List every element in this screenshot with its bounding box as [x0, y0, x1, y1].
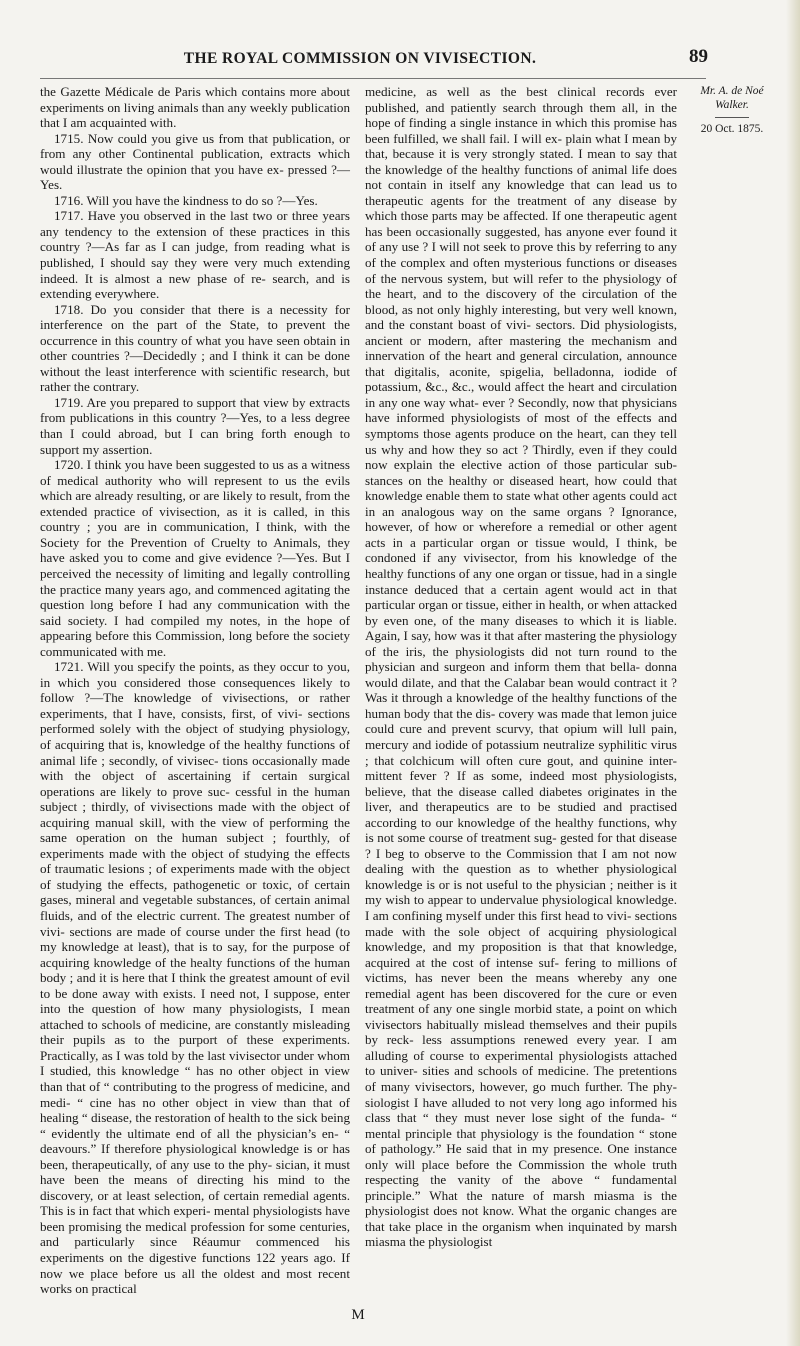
session-date: 20 Oct. 1875.: [700, 123, 764, 135]
left-column: [40, 84, 350, 1297]
witness-name: Mr. A. de Noé Walker.: [700, 85, 764, 111]
signature-mark: M: [351, 1307, 365, 1323]
paragraph: 1721. Will you specify the points, as they occur to you, in which you considered those consequences likely to follow ?—The knowledge of vivisections, or rather experiments, that I have, consists, first, of vivi- sections performed solely with the object of studying physiology, of acquiring that is, knowledge of the healthy functions of animal life ; secondly, of vivisec- tions occasionally made with the object of ascertaining if certain surgical operations are likely to prove suc- cessful in the human subject ; thirdly, of vivisections made with the object of acquiring manual skill, with the view of performing the same operation on the human subject ; fourthly, of experiments made with the object of studying the effects of traumatic lesions ; of experiments made with the object of studying the effects, pathogenetic or toxic, of certain gases, mineral and vegetable substances, of certain animal fluids, and of the electric current. The greatest number of vivi- sections are made of course under the first head (to my knowledge at least), that is to say, for the purpose of acquiring knowledge of the healty functions of the human body ; and it is here that I think the greatest amount of evil to be done away with exists. I need not, I suppose, enter into the question of how many physiologists, I mean attached to schools of medicine, are constantly misleading their pupils as to the purport of these experiments. Practically, as I was told by the last vivisector under whom I studied, this knowledge “ has no other object in view than that of “ contributing to the progress of medicine, and medi- “ cine has no other object in view than that of healing “ disease, the restoration of health to the sick being “ evidently the ultimate end of all the physician’s en- “ deavours.” If therefore physiological knowledge is or has been, therapeutically, of any use to the phy- sician, it must have been the means of directing his mind to the discovery, or at least selection, of certain remedial agents. This is in fact that which experi- mental physiologists have been promising the medical profession for some centuries, and particularly since Réaumur commenced his experiments on the digestive functions 122 years ago. If now we place before us all the oldest and most recent works on practical: [40, 659, 350, 1297]
page-header: [40, 46, 708, 76]
paragraph: 1718. Do you consider that there is a necessity for interference on the part of the State, to prevent the occurrence in this country of what you have seen obtain in other countries ?—Decidedly ; and I think it can be done without the least interference with scientific research, but rather the contrary.: [40, 301, 350, 395]
page-number: 89: [689, 46, 708, 67]
margin-divider: [715, 117, 749, 118]
paragraph: 1715. Now could you give us from that publication, or from any other Continental publication, extracts which would illustrate the opinion that you have ex- pressed ?—Yes.: [40, 130, 350, 193]
paragraph: 1716. Will you have the kindness to do so ?—Yes.: [54, 192, 318, 208]
paragraph: 1719. Are you prepared to support that view by extracts from publications in this country ?—Yes, to a less degree than I could abroad, but I can bring forth enough to support my assertion.: [40, 394, 350, 457]
right-column: [365, 84, 677, 1250]
paragraph: 1720. I think you have been suggested to us as a witness of medical authority who will represent to us the evils which are already resulting, or are likely to result, from the extended practice of vivisection, as it is called, in this country ; you are in communication, I think, with the Society for the Prevention of Cruelty to Animals, they have asked you to come and give evidence ?—Yes. But I perceived the necessity of limiting and legally controlling the practice many years ago, and commenced agitating the question long before I had any communication with the said society. I had compiled my notes, in the hope of appearing before this Commission, long before the society communicated with me.: [40, 457, 350, 659]
page-edge: [786, 0, 800, 1346]
paragraph: the Gazette Médicale de Paris which contains more about experiments on living animals than any weekly publication that I am acquainted with.: [40, 84, 350, 131]
paragraph: medicine, as well as the best clinical records ever published, and patiently search through them all, in the hope of finding a single instance in which this promise has been fulfilled, we shall fail. I will ex- plain what I mean by that, because it is very strongly stated. I mean to say that the knowledge of the healthy functions of animal life does not contain in itself any knowledge that can lead us to therapeutic agents for the treatment of any disease by which those parts may be affected. If one therapeutic agent has been occasionally suggested, has anyone ever found it of any use ? I will not seek to prove this by referring to any of the complex and often mysterious functions or diseases of the nervous system, but will refer to the physiology of the heart, and to the discovery of the circulation of the blood, as not only highly interesting, but very well known, and the constant boast of vivi- sectors. Did physiologists, ancient or modern, after mastering the mechanism and innervation of the heart and general circulation, announce that digitalis, aconite, spigelia, belladonna, iodide of potassium, &c., &c., would affect the heart and circulation in any one way what- ever ? Secondly, now that physicians have informed physiologists of most of the effects and symptoms those agents produce on the heart, can they tell us why and how they so act ? Thirdly, even if they could now explain the elective action of those particular sub- stances on the healthy or diseased heart, how could that knowledge enable them to state what other agents could act in an analogous way on the same organs ? Ignorance, however, of how or wherefore a remedial or other agent acts in a particular organ or tissue would, I think, be condoned if any vivisector, from his knowledge of the healthy functions of any one organ or tissue, had in a single instance deduced that a certain agent would act in that particular organ or tissue, either in health, or when attacked by even one, of the many diseases to which it is liable. Again, I say, how was it that after mastering the physiology of the iris, the physiologists did not turn round to the physician and surgeon and inform them that bella- donna would dilate, and that the Calabar bean would contract it ? Was it through a knowledge of the healthy functions of the human body that the dis- covery was made that lemon juice could cure and prevent scurvy, that opium will lull pain, mercury and iodide of potassium neutralize syphilitic virus ; that colchicum will often cure gout, and quinine inter- mittent fever ? If as some, indeed most physiologists, believe, that the disease called diabetes originates in the liver, and therapeutics are to be studied and practised according to our knowledge of the healthy functions, why is not some course of treatment sug- gested for that disease ? I beg to observe to the Commission that I am not now dealing with the question as to whether physiological knowledge is or is not useful to the physician ; neither is it my wish to appear to undervalue physiological knowledge. I am confining myself under this first head to vivi- sections made with the sole object of acquiring physiological knowledge, and my proposition is that that knowledge, acquired at the cost of intense suf- fering to millions of victims, has never been the means whereby any one remedial agent has been discovered for the cure or even treatment of any one single morbid state, a point on which vivisectors habitually mislead themselves and their pupils by reck- less assumptions renewed every year. I am alluding of course to experimental physiologists attached to univer- sities and schools of medicine. The pretentions of many vivisectors, however, go much further. The phy- siologist I have alluded to not very long ago informed his class that “ they must never lose sight of the funda- “ mental principle that physiology is the foundation “ stone of pathology.” He said that in my presence. One instance only will place before the Commission the whole truth respecting the vanity of the above “ fundamental principle.” What the nature of marsh miasma is the physiologist does not know. What the organic changes are that take place in the organism when inquinated by marsh miasma the physiologist: [365, 84, 677, 1250]
header-rule: [40, 78, 706, 79]
paragraph: 1717. Have you observed in the last two or three years any tendency to the extension of these practices in this country ?—As far as I can judge, from reading what is published, I should say they were very much extending indeed. It is almost a new phase of re- search, and is extending everywhere.: [40, 208, 350, 302]
margin-note: [692, 84, 772, 136]
running-title: THE ROYAL COMMISSION ON VIVISECTION.: [183, 50, 537, 67]
